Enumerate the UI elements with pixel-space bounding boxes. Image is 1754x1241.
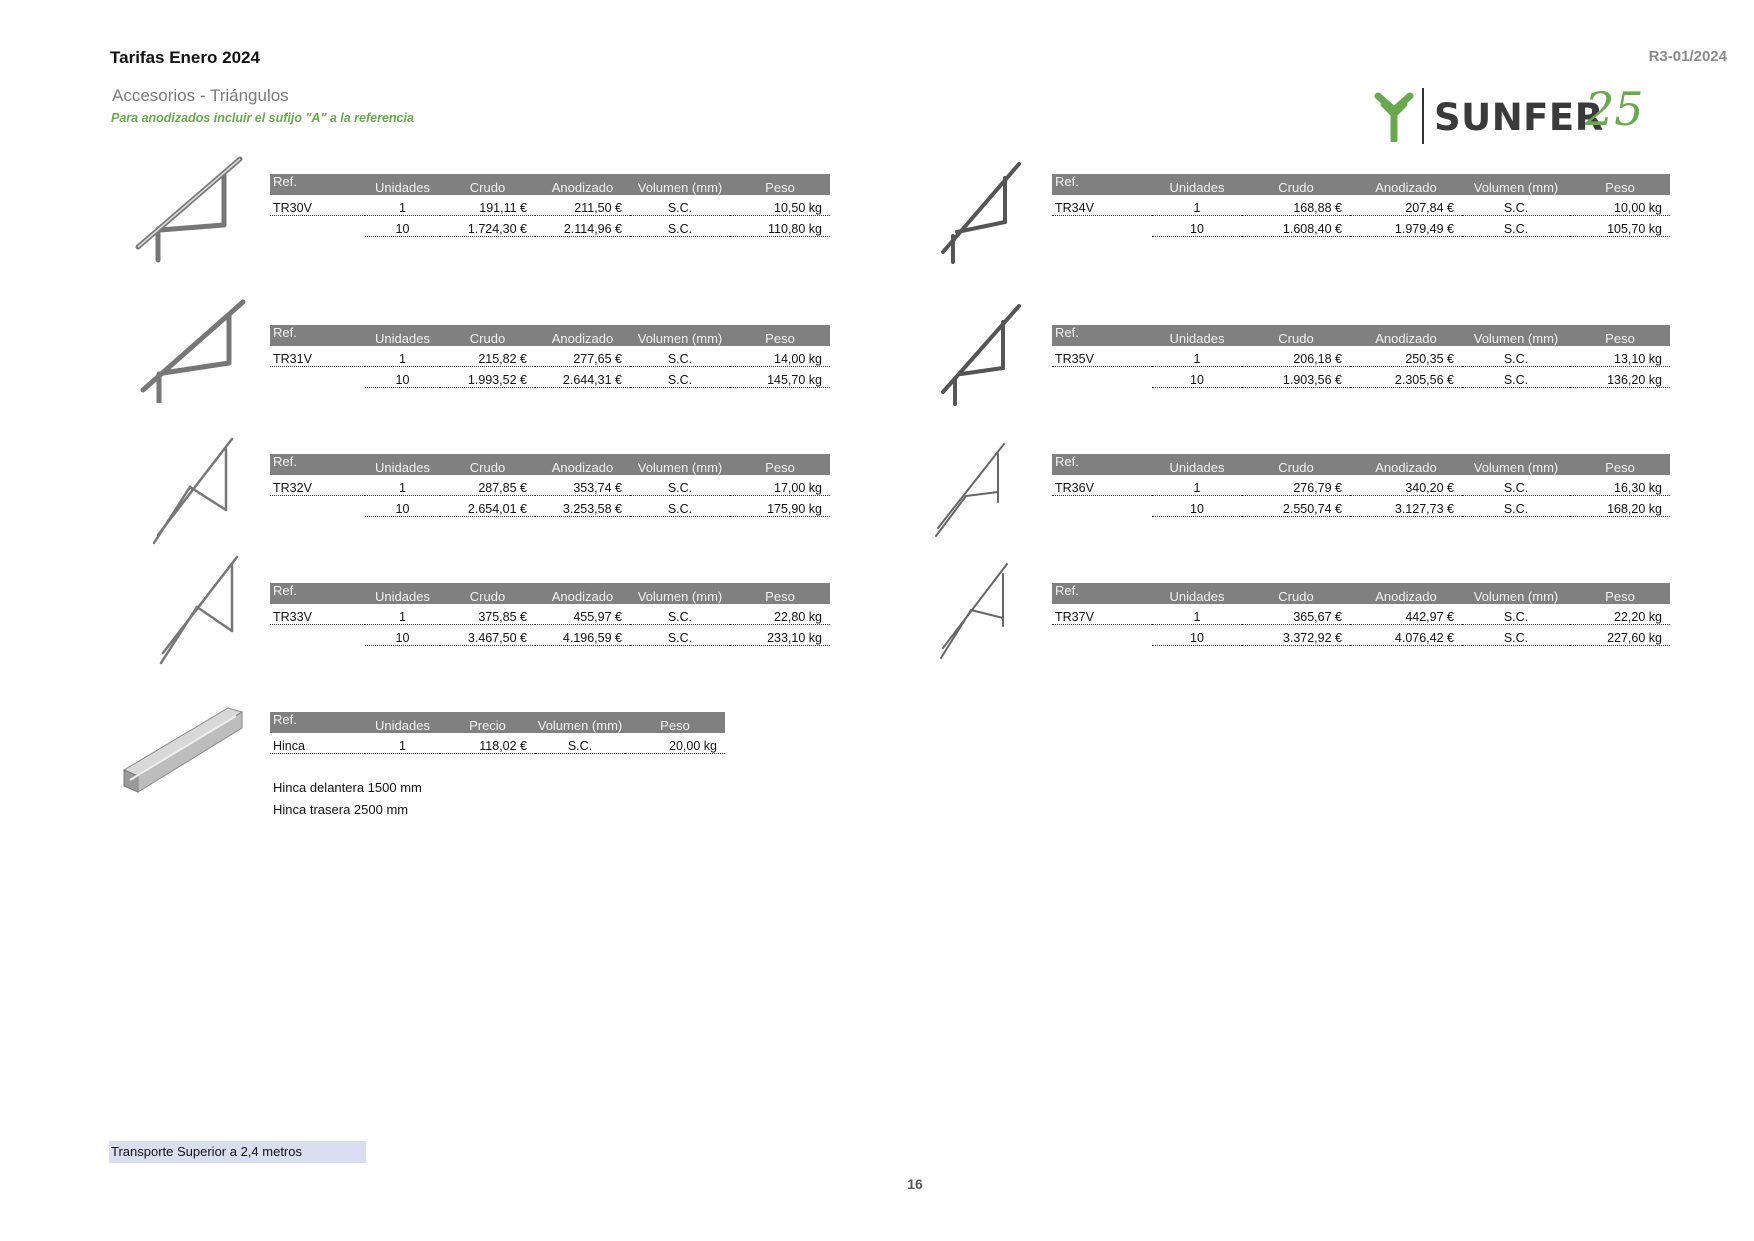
weight-cell: 175,90 kg [730,496,830,517]
units-cell: 10 [365,216,440,237]
raw-price-cell: 1.608,40 € [1242,216,1350,237]
sunfer-emblem-icon [1370,92,1418,142]
col-vol: Volumen (mm) [630,325,730,346]
volume-cell: S.C. [630,216,730,237]
units-cell: 1 [365,475,440,496]
volume-cell: S.C. [1462,216,1570,237]
anod-price-cell: 455,97 € [535,604,630,625]
volume-cell: S.C. [630,625,730,646]
section-note: Para anodizados incluir el sufijo "A" a la referencia [111,111,414,125]
units-cell: 1 [1152,346,1242,367]
raw-price-cell: 1.724,30 € [440,216,535,237]
col-units: Unidades [365,583,440,604]
product-table-tr35v [1052,325,1670,388]
units-cell: 10 [1152,367,1242,388]
anod-price-cell: 250,35 € [1350,346,1462,367]
units-cell: 10 [1152,496,1242,517]
hinca-note-front: Hinca delantera 1500 mm [273,780,422,795]
product-ref: TR35V [1052,346,1152,367]
product-ref: TR36V [1052,475,1152,496]
col-ref: Ref. [1052,583,1152,604]
anod-price-cell: 2.305,56 € [1350,367,1462,388]
empty-cell [270,496,365,517]
col-units: Unidades [365,454,440,475]
col-vol: Volumen (mm) [535,712,625,733]
triangle-tr37v-image [935,560,1015,660]
col-ref: Ref. [1052,325,1152,346]
col-weight: Peso [730,454,830,475]
units-cell: 1 [365,733,440,754]
col-ref: Ref. [270,454,365,475]
weight-cell: 168,20 kg [1570,496,1670,517]
triangle-tr33v-image [155,553,245,668]
anod-price-cell: 3.127,73 € [1350,496,1462,517]
col-price: Precio [440,712,535,733]
anod-price-cell: 207,84 € [1350,195,1462,216]
price-cell: 118,02 € [440,733,535,754]
col-vol: Volumen (mm) [1462,454,1570,475]
document-title: Tarifas Enero 2024 [110,48,260,67]
empty-cell [1052,625,1152,646]
units-cell: 1 [1152,195,1242,216]
product-table-tr33v [270,583,830,646]
product-table-tr32v [270,454,830,517]
col-vol: Volumen (mm) [1462,325,1570,346]
col-raw: Crudo [1242,174,1350,195]
raw-price-cell: 1.903,56 € [1242,367,1350,388]
empty-cell [1052,216,1152,237]
col-weight: Peso [730,325,830,346]
anod-price-cell: 2.114,96 € [535,216,630,237]
product-ref: TR33V [270,604,365,625]
volume-cell: S.C. [630,195,730,216]
anod-price-cell: 1.979,49 € [1350,216,1462,237]
weight-cell: 145,70 kg [730,367,830,388]
anod-price-cell: 340,20 € [1350,475,1462,496]
anod-price-cell: 3.253,58 € [535,496,630,517]
raw-price-cell: 287,85 € [440,475,535,496]
col-anod: Anodizado [535,174,630,195]
anod-price-cell: 277,65 € [535,346,630,367]
col-units: Unidades [1152,325,1242,346]
logo-anniversary: 25 [1585,82,1644,136]
weight-cell: 13,10 kg [1570,346,1670,367]
col-weight: Peso [730,174,830,195]
product-ref: TR31V [270,346,365,367]
product-ref: Hinca [270,733,365,754]
units-cell: 10 [365,625,440,646]
col-anod: Anodizado [535,454,630,475]
col-raw: Crudo [1242,583,1350,604]
triangle-tr36v-image [930,440,1010,540]
col-ref: Ref. [270,174,365,195]
weight-cell: 17,00 kg [730,475,830,496]
col-ref: Ref. [270,583,365,604]
col-weight: Peso [730,583,830,604]
col-vol: Volumen (mm) [1462,174,1570,195]
col-units: Unidades [1152,454,1242,475]
col-raw: Crudo [440,454,535,475]
col-anod: Anodizado [535,325,630,346]
weight-cell: 227,60 kg [1570,625,1670,646]
product-table-tr30v [270,174,830,237]
empty-cell [1052,367,1152,388]
product-ref: TR32V [270,475,365,496]
weight-cell: 22,20 kg [1570,604,1670,625]
raw-price-cell: 375,85 € [440,604,535,625]
volume-cell: S.C. [1462,346,1570,367]
raw-price-cell: 191,11 € [440,195,535,216]
units-cell: 10 [365,496,440,517]
units-cell: 1 [1152,604,1242,625]
col-vol: Volumen (mm) [630,454,730,475]
col-anod: Anodizado [1350,174,1462,195]
volume-cell: S.C. [630,346,730,367]
weight-cell: 110,80 kg [730,216,830,237]
col-vol: Volumen (mm) [630,583,730,604]
col-units: Unidades [365,712,440,733]
raw-price-cell: 2.654,01 € [440,496,535,517]
anod-price-cell: 4.196,59 € [535,625,630,646]
weight-cell: 14,00 kg [730,346,830,367]
weight-cell: 105,70 kg [1570,216,1670,237]
col-raw: Crudo [1242,325,1350,346]
empty-cell [270,216,365,237]
volume-cell: S.C. [630,367,730,388]
col-units: Unidades [1152,174,1242,195]
triangle-tr35v-image [935,302,1025,407]
weight-cell: 10,00 kg [1570,195,1670,216]
anod-price-cell: 211,50 € [535,195,630,216]
col-anod: Anodizado [1350,325,1462,346]
anod-price-cell: 353,74 € [535,475,630,496]
volume-cell: S.C. [1462,604,1570,625]
volume-cell: S.C. [630,475,730,496]
transport-note: Transporte Superior a 2,4 metros [109,1141,366,1163]
raw-price-cell: 206,18 € [1242,346,1350,367]
product-ref: TR37V [1052,604,1152,625]
volume-cell: S.C. [1462,475,1570,496]
product-table-tr31v [270,325,830,388]
col-units: Unidades [1152,583,1242,604]
volume-cell: S.C. [1462,496,1570,517]
col-ref: Ref. [270,712,365,733]
units-cell: 1 [365,346,440,367]
col-weight: Peso [1570,583,1670,604]
product-ref: TR34V [1052,195,1152,216]
product-table-tr36v [1052,454,1670,517]
weight-cell: 233,10 kg [730,625,830,646]
raw-price-cell: 3.467,50 € [440,625,535,646]
sunfer-logo [1370,82,1670,152]
volume-cell: S.C. [630,496,730,517]
col-ref: Ref. [270,325,365,346]
raw-price-cell: 2.550,74 € [1242,496,1350,517]
col-units: Unidades [365,174,440,195]
raw-price-cell: 276,79 € [1242,475,1350,496]
units-cell: 10 [1152,216,1242,237]
col-anod: Anodizado [1350,454,1462,475]
col-units: Unidades [365,325,440,346]
col-vol: Volumen (mm) [1462,583,1570,604]
triangle-tr34v-image [935,160,1025,265]
volume-cell: S.C. [1462,195,1570,216]
triangle-tr30v-image [130,155,250,265]
col-ref: Ref. [1052,454,1152,475]
col-anod: Anodizado [535,583,630,604]
units-cell: 10 [1152,625,1242,646]
raw-price-cell: 365,67 € [1242,604,1350,625]
col-weight: Peso [625,712,725,733]
raw-price-cell: 3.372,92 € [1242,625,1350,646]
col-weight: Peso [1570,325,1670,346]
hinca-image [118,700,248,800]
volume-cell: S.C. [1462,367,1570,388]
logo-brand-text: SUNFER [1434,96,1604,139]
weight-cell: 10,50 kg [730,195,830,216]
raw-price-cell: 215,82 € [440,346,535,367]
col-vol: Volumen (mm) [630,174,730,195]
col-raw: Crudo [440,583,535,604]
document-code: R3-01/2024 [1648,48,1727,65]
units-cell: 1 [365,604,440,625]
product-table-tr34v [1052,174,1670,237]
weight-cell: 16,30 kg [1570,475,1670,496]
empty-cell [270,625,365,646]
col-ref: Ref. [1052,174,1152,195]
volume-cell: S.C. [1462,625,1570,646]
logo-divider [1422,88,1424,144]
units-cell: 1 [1152,475,1242,496]
units-cell: 10 [365,367,440,388]
col-anod: Anodizado [1350,583,1462,604]
raw-price-cell: 1.993,52 € [440,367,535,388]
empty-cell [1052,496,1152,517]
weight-cell: 22,80 kg [730,604,830,625]
col-raw: Crudo [440,174,535,195]
col-weight: Peso [1570,174,1670,195]
anod-price-cell: 4.076,42 € [1350,625,1462,646]
triangle-tr32v-image [150,435,240,550]
product-table-tr37v [1052,583,1670,646]
hinca-note-rear: Hinca trasera 2500 mm [273,802,409,817]
anod-price-cell: 2.644,31 € [535,367,630,388]
raw-price-cell: 168,88 € [1242,195,1350,216]
volume-cell: S.C. [535,733,625,754]
triangle-tr31v-image [135,298,250,403]
col-raw: Crudo [440,325,535,346]
page-number: 16 [907,1176,923,1192]
anod-price-cell: 442,97 € [1350,604,1462,625]
col-weight: Peso [1570,454,1670,475]
empty-cell [270,367,365,388]
units-cell: 1 [365,195,440,216]
volume-cell: S.C. [630,604,730,625]
section-title: Accesorios - Triángulos [112,86,289,105]
weight-cell: 20,00 kg [625,733,725,754]
product-ref: TR30V [270,195,365,216]
product-table-hinca [270,712,725,754]
weight-cell: 136,20 kg [1570,367,1670,388]
col-raw: Crudo [1242,454,1350,475]
